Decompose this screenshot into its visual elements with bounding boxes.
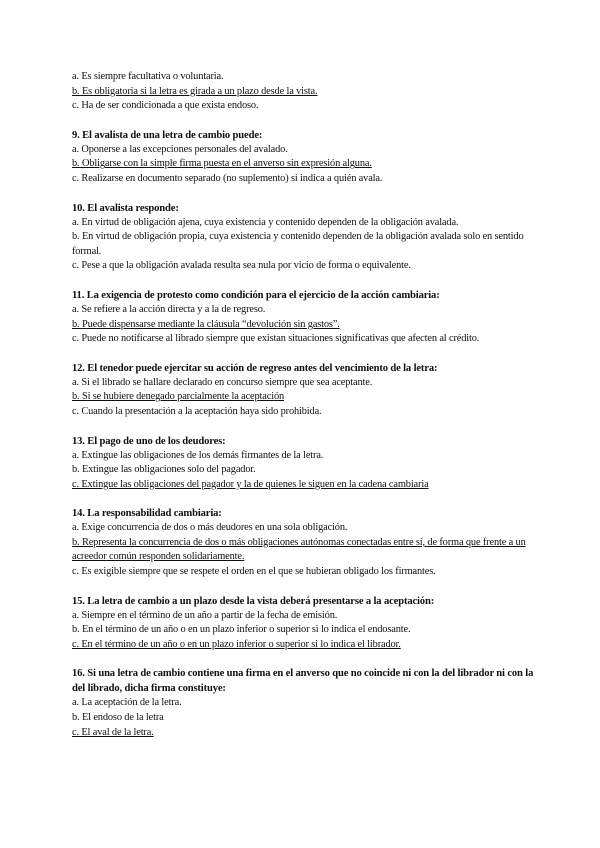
document-page [72, 70, 542, 754]
question-block [72, 128, 542, 187]
answer-option: a. Oponerse a las excepciones personales del avalado. [72, 143, 288, 155]
answer-option: a. Es siempre facultativa o voluntaria. [72, 71, 224, 82]
answer-option: c. Realizarse en documento separado (no suplemento) si indica a quién avala. [72, 172, 383, 184]
answer-option: c. Puede no notificarse al librado siempre que existan situaciones significativas que afecten al crédito. [72, 333, 480, 345]
answer-option-correct: b. Representa la concurrencia de dos o más obligaciones autónomas conectadas entre sí, de forma que frente a un acreedor común responden solidariamente. [72, 536, 526, 563]
answer-option-correct: c. Extingue las obligaciones del pagador y la de quienes le siguen en la cadena cambiaria [72, 478, 429, 490]
question-title: 15. La letra de cambio a un plazo desde la vista deberá presentarse a la aceptación: [72, 595, 435, 607]
answer-option: a. En virtud de obligación ajena, cuya existencia y contenido dependen de la obligación avalada. [72, 216, 459, 228]
question-title: 10. El avalista responde: [72, 202, 179, 214]
question-title: 12. El tenedor puede ejercitar su acción de regreso antes del vencimiento de la letra: [72, 362, 438, 374]
question-block [72, 594, 542, 653]
answer-option: c. Es exigible siempre que se respete el orden en el que se hubieran obligado los firmantes. [72, 566, 436, 578]
question-block [72, 288, 542, 347]
answer-option-correct: b. Si se hubiere denegado parcialmente la aceptación [72, 391, 285, 403]
answer-option: a. Exige concurrencia de dos o más deudores en una sola obligación. [72, 522, 348, 534]
question-title: 14. La responsabilidad cambiaria: [72, 508, 222, 520]
question-title: 11. La exigencia de protesto como condición para el ejercicio de la acción cambiaria: [72, 289, 440, 301]
question-block [72, 434, 542, 493]
answer-option-correct: c. En el término de un año o en un plazo inferior o superior si lo indica el librador. [72, 638, 401, 650]
question-list [72, 128, 542, 740]
answer-option: c. Pese a que la obligación avalada resulta sea nula por vicio de forma o equivalente. [72, 260, 411, 272]
question-block [72, 506, 542, 579]
answer-option: b. Extingue las obligaciones solo del pagador. [72, 464, 256, 476]
answer-option: a. Siempre en el término de un año a partir de la fecha de emisión. [72, 609, 338, 621]
answer-option-correct: b. Puede dispensarse mediante la cláusula “devolución sin gastos”. [72, 318, 340, 330]
answer-option: a. Se refiere a la acción directa y a la de regreso. [72, 303, 266, 315]
answer-option: a. Si el librado se hallare declarado en concurso siempre que sea aceptante. [72, 376, 373, 388]
answer-option-correct: b. Obligarse con la simple firma puesta en el anverso sin expresión alguna. [72, 158, 372, 170]
answer-option: b. En virtud de obligación propia, cuya existencia y contenido dependen de la obligación avalada solo en sentido formal. [72, 231, 524, 257]
question-block [72, 666, 542, 740]
answer-option-correct: b. Es obligatoria si la letra es girada a un plazo desde la vista. [72, 85, 318, 97]
answer-option: c. Ha de ser condicionada a que exista endoso. [72, 100, 259, 112]
question-title: 13. El pago de uno de los deudores: [72, 435, 226, 447]
answer-option: a. La aceptación de la letra. [72, 697, 182, 709]
question-block [72, 201, 542, 274]
question-title: 9. El avalista de una letra de cambio puede: [72, 129, 263, 141]
answer-option: a. Extingue las obligaciones de los demás firmantes de la letra. [72, 449, 324, 461]
question-8-continuation [72, 70, 542, 114]
answer-option: b. El endoso de la letra [72, 712, 164, 724]
answer-option: c. Cuando la presentación a la aceptación haya sido prohibida. [72, 405, 322, 417]
question-block [72, 361, 542, 420]
answer-option-correct: c. El aval de la letra. [72, 726, 154, 738]
answer-option: b. En el término de un año o en un plazo inferior o superior si lo indica el endosante. [72, 624, 411, 636]
question-title: 16. Si una letra de cambio contiene una firma en el anverso que no coincide ni con la del librador ni con la del librado, dicha firma constituye: [72, 668, 534, 695]
